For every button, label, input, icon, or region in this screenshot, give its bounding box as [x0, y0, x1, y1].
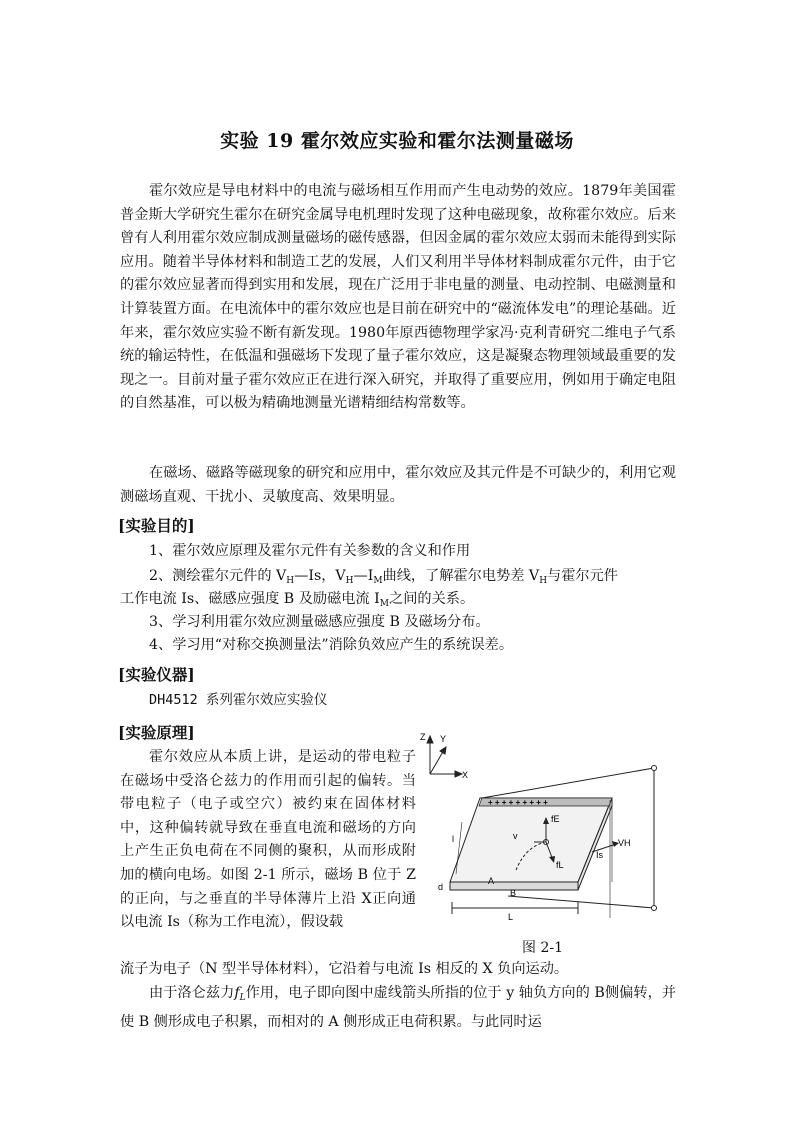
- axis-x-label: X: [462, 770, 469, 780]
- velocity-label: v: [513, 831, 518, 841]
- purpose-item-2: 2、测绘霍尔元件的 $V_H—Is$，$V_H—I_M$曲线，了解霍尔电势差 $V_H$与霍尔元件: [149, 568, 618, 586]
- side-b-label: B: [510, 888, 517, 898]
- principle-heading: [实验原理]: [118, 723, 195, 742]
- intro-paragraph-2: 在磁场、磁路等磁现象的研究和应用中，霍尔效应及其元件是不可缺少的，利用它观测磁场直观、干扰小、灵敏度高、效果明显。: [120, 465, 676, 505]
- terminal-top-icon: [652, 766, 657, 771]
- electric-force-label: fE: [551, 814, 560, 824]
- lorentz-force-label: fL: [556, 860, 564, 870]
- terminal-bottom-icon: [652, 906, 657, 911]
- principle-paragraph-1-end: 流子为电子（N 型半导体材料），它沿着与电流 Is 相反的 X 负向运动。: [120, 961, 569, 977]
- purpose-item-3: 3、学习利用霍尔效应测量磁感应强度 B 及磁场分布。: [149, 614, 490, 630]
- side-a-label: A: [488, 876, 495, 886]
- hall-voltage-label: VH: [618, 838, 631, 848]
- hall-effect-figure: [416, 722, 678, 942]
- intro-paragraph-1: 霍尔效应是导电材料中的电流与磁场相互作用而产生电动势的效应。1879年美国霍普金斯大学研究生霍尔在研究金属导电机理时发现了这种电磁现象，故称霍尔效应。后来曾有人利用霍尔效应制成测量磁场的磁传感器，但因金属的霍尔效应太弱而未能得到实际应用。随着半导体材料和制造工艺的发展，人们又利用半导体材料制成霍尔元件，由于它的霍尔效应显著而得到实用和发展，现在广泛用于非电量的测量、电动控制、电磁测量和计算装置方面。在电流体中的霍尔效应也是目前在研究中的“磁流体发电”的理论基础。近年来，霍尔效应实验不断有新发现。1980年原西德物理学家冯·克利青研究二维电子气系统的输运特性，在低温和强磁场下发现了量子霍尔效应，这是凝聚态物理领域最重要的发现之一。目前对量子霍尔效应正在进行深入研究，并取得了重要应用，例如用于确定电阻的自然基准，可以极为精确地测量光谱精细结构常数等。: [120, 183, 676, 412]
- principle-paragraph-2: 由于洛仑兹力$f_L$作用，电子即向图中虚线箭头所指的位于 y 轴负方向的 B侧偏转，并使 B 侧形成电子积累，而相对的 A 侧形成正电荷积累。与此同时运: [120, 985, 676, 1030]
- axis-z-label: Z: [420, 732, 426, 742]
- purpose-item-4: 4、学习用“对称交换测量法”消除负效应产生的系统误差。: [149, 637, 514, 653]
- purpose-heading: [实验目的]: [118, 516, 195, 535]
- purpose-item-1: 1、霍尔效应原理及霍尔元件有关参数的含义和作用: [149, 543, 471, 559]
- page-title: 实验 19 霍尔效应实验和霍尔法测量磁场: [220, 130, 574, 152]
- width-l-label: l: [452, 834, 454, 844]
- purpose-item-2-cont: 工作电流 Is、磁感应强度 B 及励磁电流 $I_M$之间的关系。: [120, 591, 475, 609]
- axis-y-label: Y: [440, 734, 447, 744]
- semiconductor-slab-top: [450, 798, 612, 882]
- length-L-label: L: [508, 912, 514, 922]
- thickness-d-label: d: [438, 882, 444, 892]
- figure-caption: 图 2-1: [522, 940, 563, 956]
- principle-paragraph-1: 霍尔效应从本质上讲，是运动的带电粒子在磁场中受洛仑兹力的作用而引起的偏转。当带电粒子（电子或空穴）被约束在固体材料中，这种偏转就导致在垂直电流和磁场的方向上产生正负电荷在不同侧的聚积，从而形成附加的横向电场。如图 2-1 所示，磁场 B 位于 Z的正向，与之垂直的半导体薄片上沿 X正向通以电流 Is（称为工作电流），假设载: [120, 749, 416, 931]
- current-label: Is: [596, 850, 604, 860]
- apparatus-text: DH4512 系列霍尔效应实验仪: [149, 692, 328, 708]
- positive-charges-label: + + + + + + + + +: [488, 798, 548, 807]
- apparatus-heading: [实验仪器]: [118, 665, 195, 684]
